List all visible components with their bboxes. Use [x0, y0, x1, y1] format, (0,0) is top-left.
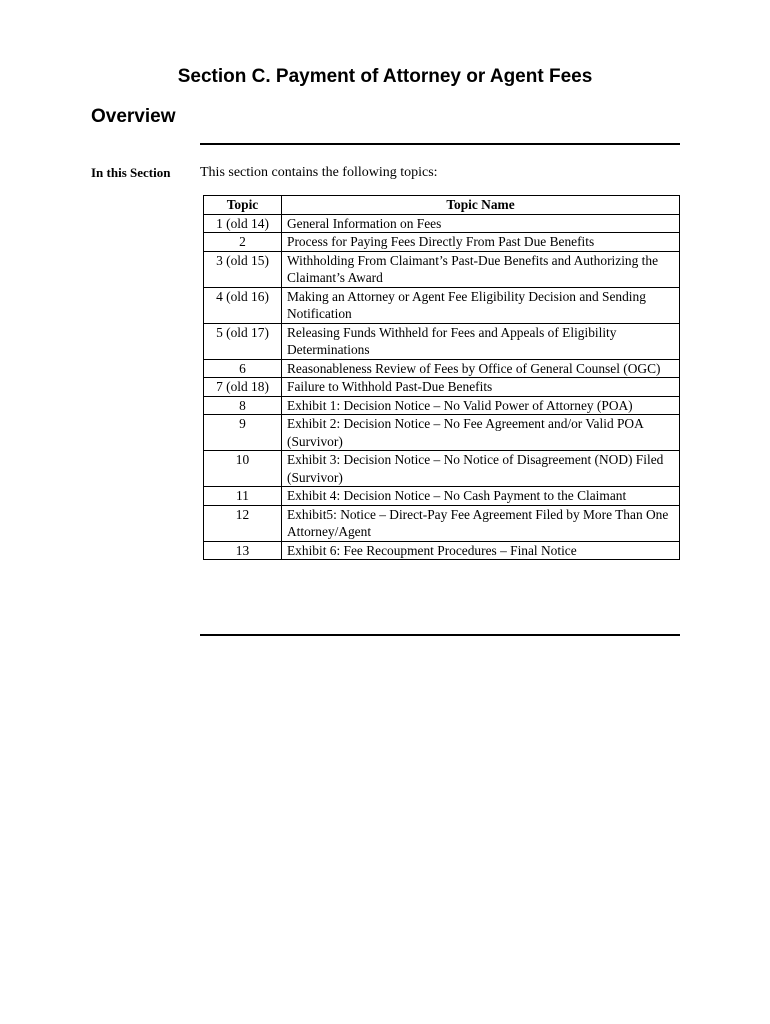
top-divider — [200, 143, 680, 145]
section-intro-text: This section contains the following topics: — [200, 165, 438, 180]
topic-number: 2 — [204, 233, 282, 252]
topic-number: 4 (old 16) — [204, 287, 282, 323]
in-this-section-label: In this Section — [91, 165, 171, 180]
table-row — [204, 378, 680, 397]
overview-heading: Overview — [91, 106, 176, 127]
topic-name: Exhibit 2: Decision Notice – No Fee Agreement and/or Valid POA (Survivor) — [282, 415, 680, 451]
topic-name: Exhibit 4: Decision Notice – No Cash Payment to the Claimant — [282, 487, 680, 506]
topic-name: Failure to Withhold Past-Due Benefits — [282, 378, 680, 397]
table-row — [204, 541, 680, 560]
topic-name: Process for Paying Fees Directly From Past Due Benefits — [282, 233, 680, 252]
topic-number: 10 — [204, 451, 282, 487]
table-row — [204, 214, 680, 233]
topic-name: General Information on Fees — [282, 214, 680, 233]
topic-number: 5 (old 17) — [204, 323, 282, 359]
table-header-row — [204, 196, 680, 215]
section-title: Section C. Payment of Attorney or Agent Fees — [177, 66, 593, 87]
table-row — [204, 487, 680, 506]
table-row — [204, 251, 680, 287]
table-row — [204, 451, 680, 487]
table-row — [204, 396, 680, 415]
topic-name: Withholding From Claimant’s Past-Due Benefits and Authorizing the Claimant’s Award — [282, 251, 680, 287]
topic-number: 6 — [204, 359, 282, 378]
table-row — [204, 415, 680, 451]
table-row — [204, 233, 680, 252]
table-row — [204, 287, 680, 323]
topic-number: 12 — [204, 505, 282, 541]
topic-name: Exhibit5: Notice – Direct-Pay Fee Agreement Filed by More Than One Attorney/Agent — [282, 505, 680, 541]
topic-name: Reasonableness Review of Fees by Office of General Counsel (OGC) — [282, 359, 680, 378]
topic-name: Exhibit 6: Fee Recoupment Procedures – Final Notice — [282, 541, 680, 560]
topic-name: Releasing Funds Withheld for Fees and Appeals of Eligibility Determinations — [282, 323, 680, 359]
topic-number: 1 (old 14) — [204, 214, 282, 233]
topic-number: 3 (old 15) — [204, 251, 282, 287]
table-row — [204, 505, 680, 541]
topic-name: Exhibit 3: Decision Notice – No Notice of Disagreement (NOD) Filed (Survivor) — [282, 451, 680, 487]
topic-number: 13 — [204, 541, 282, 560]
topic-number: 7 (old 18) — [204, 378, 282, 397]
bottom-divider — [200, 634, 680, 636]
table-row — [204, 323, 680, 359]
topic-number: 9 — [204, 415, 282, 451]
topic-name: Making an Attorney or Agent Fee Eligibility Decision and Sending Notification — [282, 287, 680, 323]
topic-column-header: Topic — [204, 196, 282, 215]
table-row — [204, 359, 680, 378]
topic-number: 8 — [204, 396, 282, 415]
topic-name-column-header: Topic Name — [282, 196, 680, 215]
topic-number: 11 — [204, 487, 282, 506]
topics-table — [203, 195, 680, 560]
topic-name: Exhibit 1: Decision Notice – No Valid Power of Attorney (POA) — [282, 396, 680, 415]
